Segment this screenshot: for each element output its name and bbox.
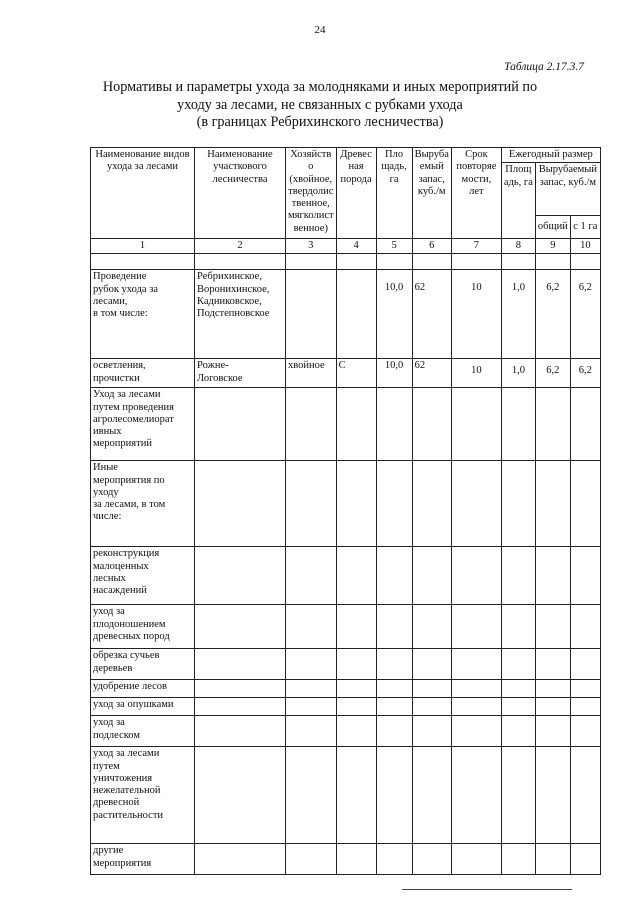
- cell-per-ha: [570, 680, 600, 698]
- measure-name: уход за плодоношением древесных пород: [91, 605, 195, 649]
- measure-name: другие мероприятия: [91, 844, 195, 875]
- cell-farm: [286, 716, 337, 747]
- cell-volume: [412, 747, 451, 844]
- cell-volume: [412, 680, 451, 698]
- cell-species: С: [336, 359, 376, 388]
- cell-volume: [412, 698, 451, 716]
- cell-total: 6,2: [535, 270, 570, 359]
- cell-area: [376, 388, 412, 461]
- column-number-10: 10: [570, 239, 600, 254]
- cell-forestry: [195, 747, 286, 844]
- cell-forestry: Ребрихинское, Воронихинское, Кадниковское, Подстепновское: [195, 270, 286, 359]
- cell-species: [336, 547, 376, 605]
- column-number-3: 3: [286, 239, 337, 254]
- cell-area: [376, 605, 412, 649]
- cell-volume: 62: [412, 270, 451, 359]
- cell-farm: [286, 388, 337, 461]
- cell-annual-area: [501, 649, 535, 680]
- measure-name: реконструкция малоценных лесных насаждений: [91, 547, 195, 605]
- header-col-4: Древес ная порода: [336, 148, 376, 239]
- cell-farm: [286, 461, 337, 547]
- cell-species: [336, 747, 376, 844]
- cell-period: [451, 698, 501, 716]
- cell-species: [336, 698, 376, 716]
- measure-name: уход за подлеском: [91, 716, 195, 747]
- cell-period: [451, 388, 501, 461]
- cell-volume: 62: [412, 359, 451, 388]
- cell-total: [535, 547, 570, 605]
- column-number-5: 5: [376, 239, 412, 254]
- table-row: [91, 698, 601, 716]
- cell-volume: [412, 605, 451, 649]
- cell-volume: [412, 716, 451, 747]
- title-line-1: Нормативы и параметры ухода за молодняками и иных мероприятий по: [102, 79, 538, 95]
- table-row: [91, 605, 601, 649]
- measure-name: уход за лесами путем уничтожения нежелательной древесной растительности: [91, 747, 195, 844]
- cell-farm: хвойное: [286, 359, 337, 388]
- column-number-9: 9: [535, 239, 570, 254]
- header-col-8: Площ адь, га: [501, 163, 535, 239]
- cell-forestry: [195, 716, 286, 747]
- cell-total: [535, 747, 570, 844]
- cell-period: [451, 649, 501, 680]
- cell-period: [451, 605, 501, 649]
- cell-volume: [412, 649, 451, 680]
- cell-annual-area: [501, 461, 535, 547]
- measure-name: уход за опушками: [91, 698, 195, 716]
- cell-species: [336, 388, 376, 461]
- table-row: [91, 547, 601, 605]
- cell-species: [336, 270, 376, 359]
- cell-farm: [286, 844, 337, 875]
- column-number-6: 6: [412, 239, 451, 254]
- cell-species: [336, 461, 376, 547]
- cell-farm: [286, 698, 337, 716]
- cell-period: [451, 461, 501, 547]
- cell-total: [535, 461, 570, 547]
- cell-farm: [286, 547, 337, 605]
- cell-per-ha: [570, 649, 600, 680]
- cell-farm: [286, 680, 337, 698]
- cell-total: [535, 680, 570, 698]
- cell-annual-area: [501, 388, 535, 461]
- header-col-10: с 1 га: [570, 216, 600, 239]
- measure-name: осветления, прочистки: [91, 359, 195, 388]
- cell-forestry: [195, 547, 286, 605]
- title-line-2: уходу за лесами, не связанных с рубками ухода: [177, 96, 463, 113]
- table-row: [91, 388, 601, 461]
- page-number: 24: [314, 24, 326, 36]
- cell-farm: [286, 270, 337, 359]
- cell-forestry: [195, 605, 286, 649]
- cell-area: [376, 747, 412, 844]
- footer-divider: [402, 889, 572, 890]
- spacer-row: [91, 254, 601, 270]
- cell-total: [535, 698, 570, 716]
- cell-per-ha: [570, 605, 600, 649]
- cell-area: [376, 716, 412, 747]
- cell-area: [376, 698, 412, 716]
- cell-period: [451, 680, 501, 698]
- column-number-7: 7: [451, 239, 501, 254]
- cell-per-ha: [570, 716, 600, 747]
- cell-period: [451, 844, 501, 875]
- header-col-7: Срок повторяе мости, лет: [451, 148, 501, 239]
- cell-period: [451, 716, 501, 747]
- header-col-9: общий: [535, 216, 570, 239]
- measure-name: обрезка сучьев деревьев: [91, 649, 195, 680]
- norms-table: [90, 147, 601, 875]
- measure-name: Уход за лесами путем проведения агролесомелиорат ивных мероприятий: [91, 388, 195, 461]
- cell-annual-area: [501, 716, 535, 747]
- cell-volume: [412, 844, 451, 875]
- cell-area: [376, 461, 412, 547]
- table-row: [91, 270, 601, 359]
- cell-total: [535, 716, 570, 747]
- title-line-3: (в границах Ребрихинского лесничества): [196, 114, 444, 130]
- table-row: [91, 716, 601, 747]
- cell-farm: [286, 605, 337, 649]
- header-col-1: Наименование видов ухода за лесами: [91, 148, 195, 239]
- column-number-2: 2: [195, 239, 286, 254]
- header-col-9-10: Вырубаемый запас, куб./м: [535, 163, 600, 216]
- measure-name: Проведение рубок ухода за лесами, в том числе:: [91, 270, 195, 359]
- cell-per-ha: [570, 844, 600, 875]
- column-numbers-row: [91, 239, 601, 254]
- cell-annual-area: [501, 844, 535, 875]
- table-row: [91, 844, 601, 875]
- header-col-3: Хозяйств о (хвойное, твердолис твенное, мягколист венное): [286, 148, 337, 239]
- table-label: Таблица 2.17.3.7: [504, 61, 584, 73]
- cell-farm: [286, 649, 337, 680]
- cell-period: 10: [451, 270, 501, 359]
- cell-volume: [412, 461, 451, 547]
- cell-annual-area: 1,0: [501, 270, 535, 359]
- cell-forestry: [195, 680, 286, 698]
- table-row: [91, 747, 601, 844]
- cell-per-ha: [570, 747, 600, 844]
- header-annual-size: Ежегодный размер: [501, 148, 600, 163]
- cell-per-ha: 6,2: [570, 359, 600, 388]
- measure-name: Иные мероприятия по уходу за лесами, в том числе:: [91, 461, 195, 547]
- cell-per-ha: [570, 698, 600, 716]
- table-body: [91, 270, 601, 875]
- cell-total: [535, 605, 570, 649]
- cell-species: [336, 605, 376, 649]
- cell-annual-area: [501, 547, 535, 605]
- header-col-6: Выруба емый запас, куб./м: [412, 148, 451, 239]
- cell-per-ha: [570, 388, 600, 461]
- header-col-2: Наименование участкового лесничества: [195, 148, 286, 239]
- cell-species: [336, 844, 376, 875]
- cell-annual-area: 1,0: [501, 359, 535, 388]
- cell-species: [336, 716, 376, 747]
- cell-volume: [412, 388, 451, 461]
- cell-area: 10,0: [376, 359, 412, 388]
- page-title: [0, 79, 640, 132]
- cell-area: [376, 844, 412, 875]
- cell-forestry: [195, 698, 286, 716]
- cell-annual-area: [501, 605, 535, 649]
- cell-total: 6,2: [535, 359, 570, 388]
- cell-annual-area: [501, 680, 535, 698]
- cell-species: [336, 649, 376, 680]
- table-row: [91, 359, 601, 388]
- cell-period: 10: [451, 359, 501, 388]
- cell-forestry: Рожне- Логовское: [195, 359, 286, 388]
- header-row-1: [91, 148, 601, 163]
- cell-area: 10,0: [376, 270, 412, 359]
- header-col-5: Пло щадь, га: [376, 148, 412, 239]
- table-row: [91, 649, 601, 680]
- cell-forestry: [195, 844, 286, 875]
- cell-volume: [412, 547, 451, 605]
- table-row: [91, 461, 601, 547]
- cell-forestry: [195, 649, 286, 680]
- cell-per-ha: [570, 461, 600, 547]
- cell-per-ha: [570, 547, 600, 605]
- measure-name: удобрение лесов: [91, 680, 195, 698]
- table-row: [91, 680, 601, 698]
- column-number-8: 8: [501, 239, 535, 254]
- cell-area: [376, 649, 412, 680]
- cell-total: [535, 388, 570, 461]
- cell-annual-area: [501, 698, 535, 716]
- cell-forestry: [195, 461, 286, 547]
- cell-period: [451, 547, 501, 605]
- cell-period: [451, 747, 501, 844]
- cell-total: [535, 844, 570, 875]
- cell-annual-area: [501, 747, 535, 844]
- column-number-4: 4: [336, 239, 376, 254]
- cell-area: [376, 547, 412, 605]
- cell-forestry: [195, 388, 286, 461]
- cell-farm: [286, 747, 337, 844]
- cell-total: [535, 649, 570, 680]
- cell-per-ha: 6,2: [570, 270, 600, 359]
- column-number-1: 1: [91, 239, 195, 254]
- cell-species: [336, 680, 376, 698]
- cell-area: [376, 680, 412, 698]
